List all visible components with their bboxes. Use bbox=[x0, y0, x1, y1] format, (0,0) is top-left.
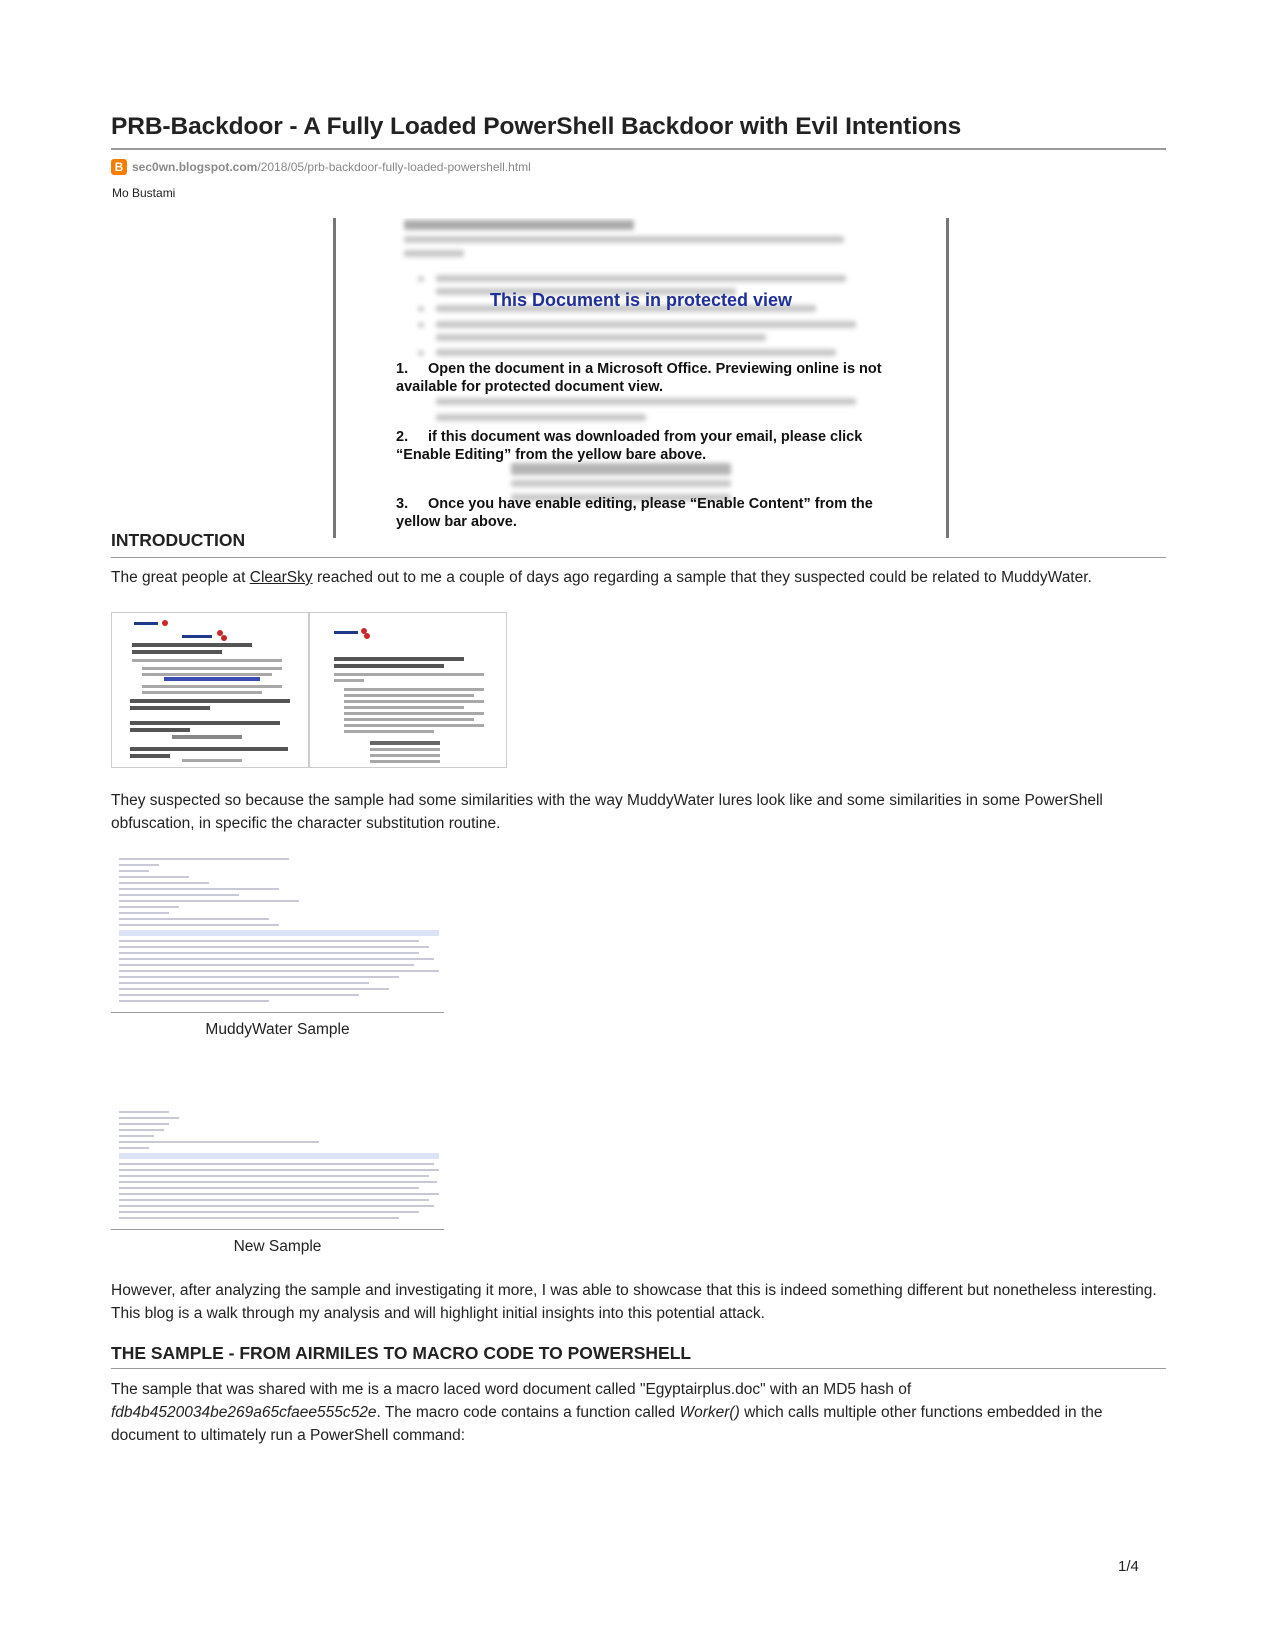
new-sample-code-screenshot bbox=[111, 1107, 444, 1227]
md5-hash: fdb4b4520034be269a65cfaee555c52e bbox=[111, 1404, 377, 1421]
hero-step-3: 3. Once you have enable editing, please “Enable Content” from the yellow bar above. bbox=[396, 496, 873, 530]
source-link[interactable] bbox=[111, 158, 531, 176]
lure-document-thumbnail-content bbox=[309, 612, 507, 768]
title-divider bbox=[111, 148, 1166, 150]
blogger-icon: B bbox=[111, 159, 127, 175]
egyptair-logo-icon bbox=[332, 625, 372, 641]
muddywater-caption-divider bbox=[111, 1012, 444, 1013]
new-sample-caption: New Sample bbox=[233, 1238, 322, 1255]
introduction-heading: INTRODUCTION bbox=[111, 530, 246, 550]
new-sample-caption-divider bbox=[111, 1229, 444, 1230]
page-number: 1/4 bbox=[1118, 1558, 1139, 1575]
lure-document-thumbnail-protected bbox=[111, 612, 309, 768]
sample-section-heading: THE SAMPLE - FROM AIRMILES TO MACRO CODE TO POWERSHELL bbox=[111, 1343, 692, 1363]
introduction-paragraph-2: They suspected so because the sample had some similarities with the way MuddyWater lures look like and some similarities in some PowerShell obfuscation, in specific the character substitution routine. bbox=[111, 792, 1103, 832]
worker-function-name: Worker() bbox=[679, 1404, 740, 1421]
source-domain[interactable]: sec0wn.blogspot.com bbox=[132, 160, 258, 174]
protected-view-notice: This Document is in protected view bbox=[489, 290, 793, 310]
muddywater-caption: MuddyWater Sample bbox=[205, 1021, 350, 1038]
introduction-divider bbox=[111, 557, 1166, 558]
author-name: Mo Bustami bbox=[112, 186, 176, 200]
introduction-paragraph-1: The great people at ClearSky reached out to me a couple of days ago regarding a sample that they suspected could be related to MuddyWater. bbox=[111, 569, 1092, 586]
hero-image bbox=[333, 218, 949, 538]
hero-step-2: 2. if this document was downloaded from your email, please click “Enable Editing” from the yellow bare above. bbox=[396, 429, 863, 463]
source-path[interactable]: /2018/05/prb-backdoor-fully-loaded-powershell.html bbox=[257, 160, 531, 174]
analysis-paragraph: However, after analyzing the sample and investigating it more, I was able to showcase that this is indeed something different but nonetheless interesting. This blog is a walk through my analysis and will highlight initial insights into this potential attack. bbox=[111, 1282, 1157, 1322]
clearsky-link[interactable]: ClearSky bbox=[249, 569, 313, 586]
sample-paragraph: The sample that was shared with me is a macro laced word document called "Egyptairplus.doc" with an MD5 hash of fdb4b4520034be269a65cfaee555c52e. The macro code contains a function called Worker() which calls multiple other functions embedded in the document to ultimately run a PowerShell command: bbox=[111, 1381, 1103, 1444]
article-title: PRB-Backdoor - A Fully Loaded PowerShell Backdoor with Evil Intentions bbox=[111, 113, 962, 140]
hero-step-1: 1. Open the document in a Microsoft Office. Previewing online is not available for protected document view. bbox=[396, 361, 882, 395]
muddywater-code-screenshot bbox=[111, 852, 444, 1010]
sample-section-divider bbox=[111, 1368, 1166, 1369]
egyptair-logo-icon bbox=[132, 617, 172, 631]
